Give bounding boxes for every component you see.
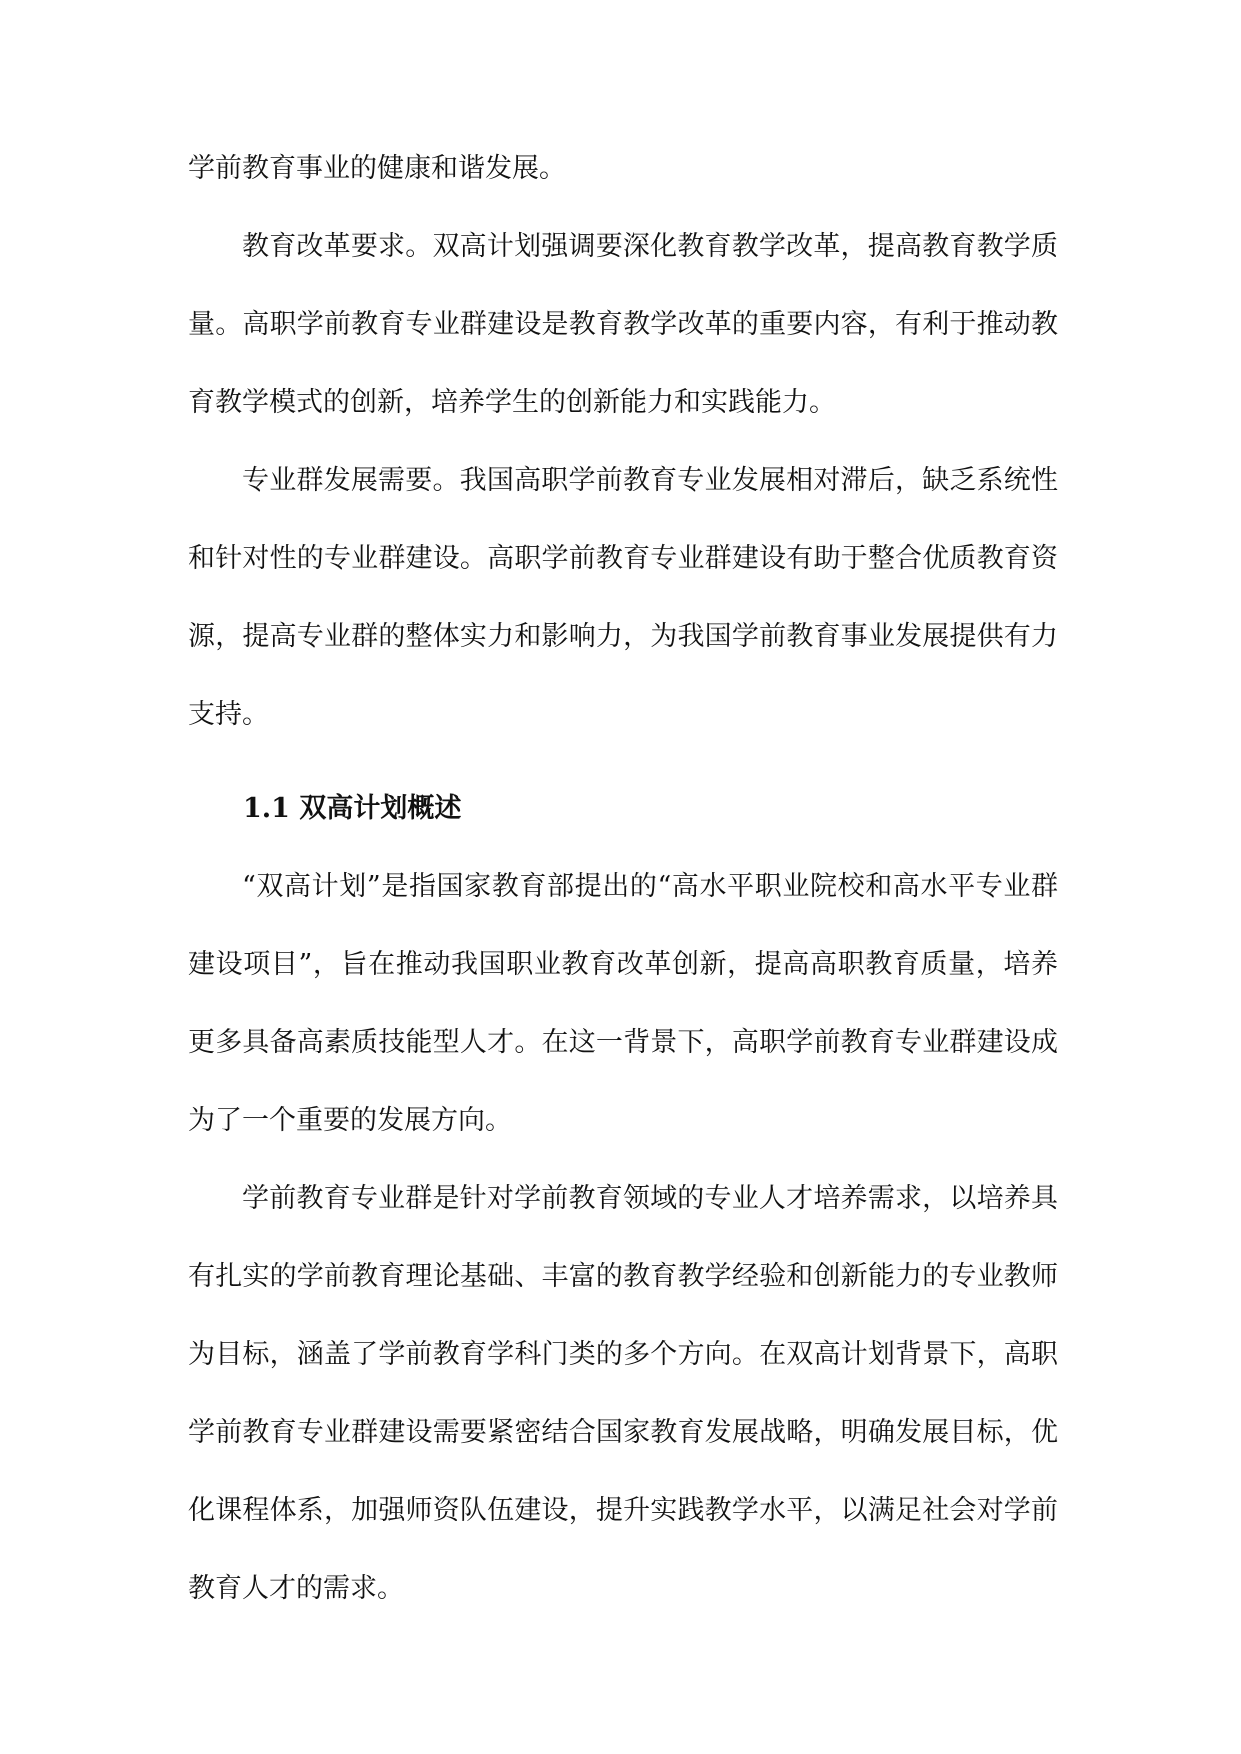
- section-heading: 1.1 双高计划概述: [243, 793, 462, 824]
- continuation-paragraph: 学前教育事业的健康和谐发展。: [188, 153, 566, 184]
- paragraph-double-high-definition: “双高计划”是指国家教育部提出的“高水平职业院校和高水平专业群建设项目”，旨在推动我国职业教育改革创新，提高高职教育质量，培养更多具备高素质技能型人才。在这一背景下，高职学前教育专业群建设成为了一个重要的发展方向。: [188, 871, 1058, 1136]
- paragraph-group-development: 专业群发展需要。我国高职学前教育专业发展相对滞后，缺乏系统性和针对性的专业群建设。高职学前教育专业群建设有助于整合优质教育资源，提高专业群的整体实力和影响力，为我国学前教育事业发展提供有力支持。: [188, 465, 1058, 730]
- body-text-bottom: [188, 770, 1058, 1628]
- paragraph-preschool-group: 学前教育专业群是针对学前教育领域的专业人才培养需求，以培养具有扎实的学前教育理论基础、丰富的教育教学经验和创新能力的专业教师为目标，涵盖了学前教育学科门类的多个方向。在双高计划背景下，高职学前教育专业群建设需要紧密结合国家教育发展战略，明确发展目标，优化课程体系，加强师资队伍建设，提升实践教学水平，以满足社会对学前教育人才的需求。: [188, 1183, 1058, 1604]
- body-text-top: [188, 130, 1058, 754]
- paragraph-education-reform: 教育改革要求。双高计划强调要深化教育教学改革，提高教育教学质量。高职学前教育专业群建设是教育教学改革的重要内容，有利于推动教育教学模式的创新，培养学生的创新能力和实践能力。: [188, 231, 1058, 418]
